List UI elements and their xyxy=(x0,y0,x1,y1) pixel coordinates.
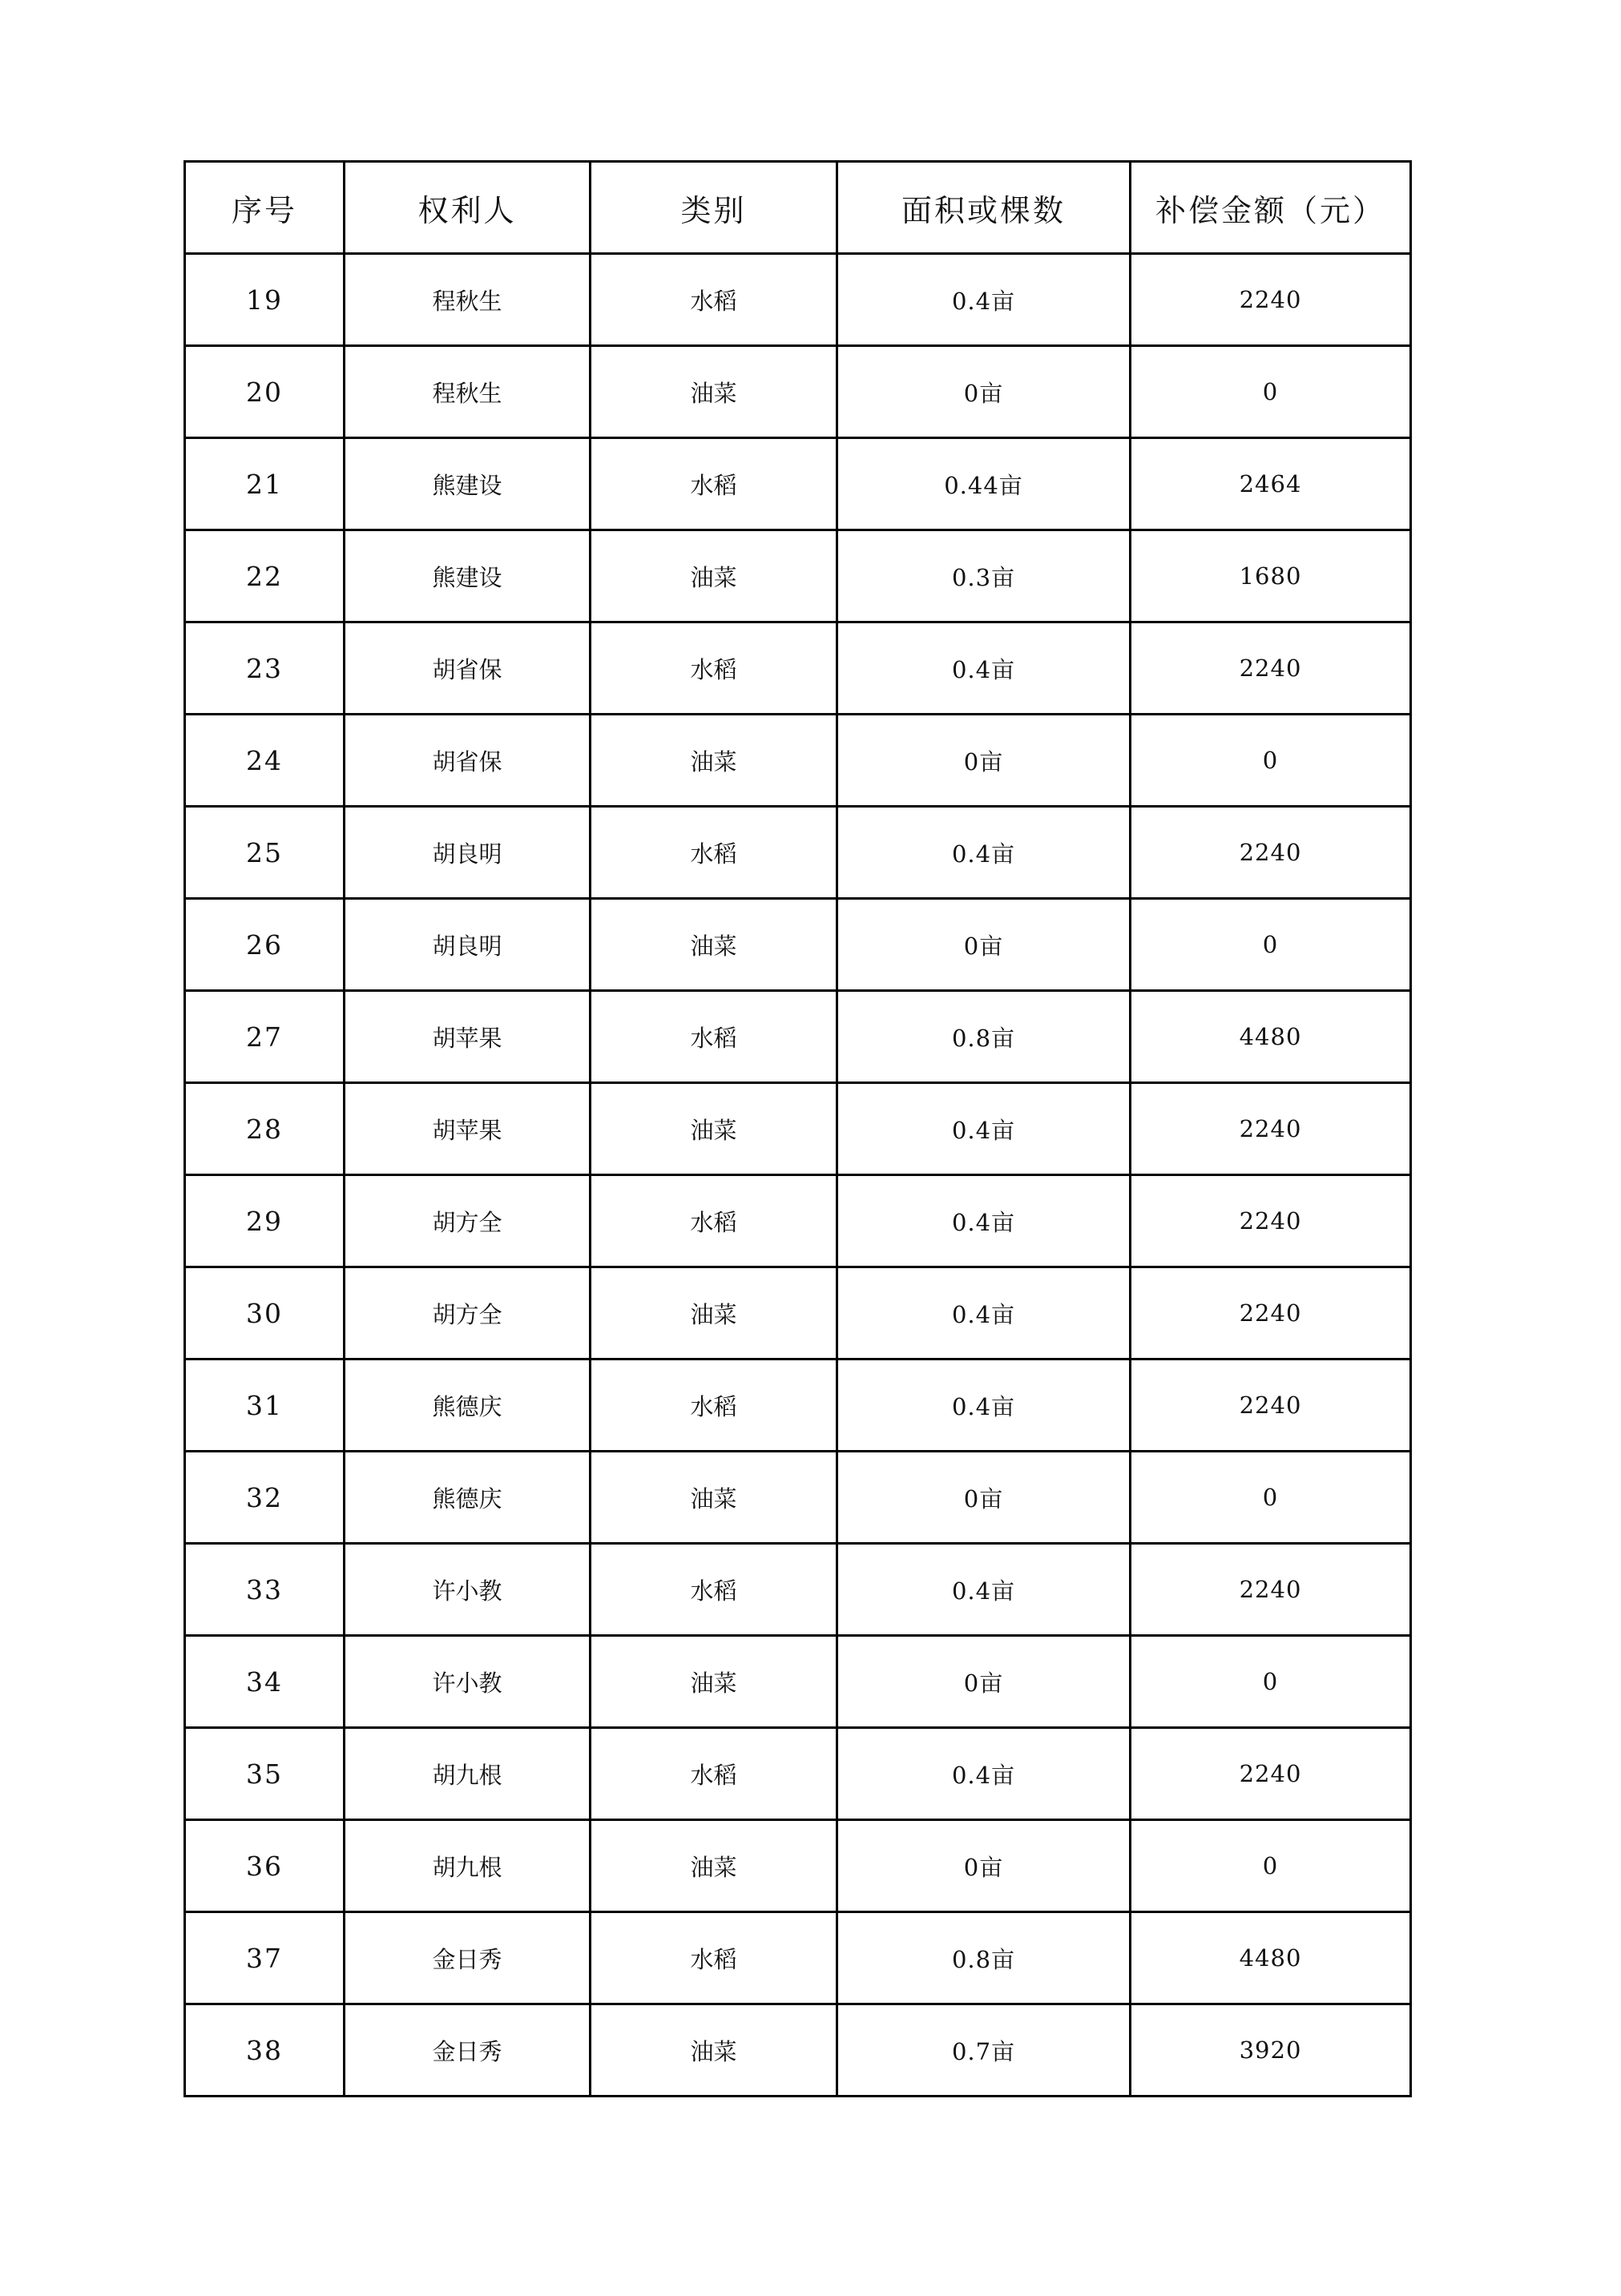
cell-seq: 34 xyxy=(185,1636,345,1728)
cell-category: 水稻 xyxy=(591,1728,837,1820)
cell-category: 水稻 xyxy=(591,991,837,1083)
table-row xyxy=(185,991,1411,1083)
cell-area: 0.7亩 xyxy=(837,2004,1131,2097)
cell-amount: 1680 xyxy=(1131,530,1411,622)
cell-owner: 熊建设 xyxy=(345,530,591,622)
cell-seq: 25 xyxy=(185,807,345,899)
cell-seq: 30 xyxy=(185,1267,345,1359)
cell-seq: 29 xyxy=(185,1175,345,1267)
cell-area: 0.4亩 xyxy=(837,807,1131,899)
cell-area: 0.4亩 xyxy=(837,1267,1131,1359)
cell-amount: 2240 xyxy=(1131,1175,1411,1267)
cell-amount: 0 xyxy=(1131,899,1411,991)
table-row xyxy=(185,1452,1411,1544)
cell-seq: 37 xyxy=(185,1912,345,2004)
cell-amount: 2240 xyxy=(1131,1359,1411,1452)
cell-amount: 4480 xyxy=(1131,991,1411,1083)
cell-seq: 33 xyxy=(185,1544,345,1636)
cell-seq: 26 xyxy=(185,899,345,991)
cell-area: 0.4亩 xyxy=(837,1175,1131,1267)
cell-amount: 0 xyxy=(1131,715,1411,807)
cell-seq: 24 xyxy=(185,715,345,807)
cell-amount: 2464 xyxy=(1131,438,1411,530)
cell-area: 0.4亩 xyxy=(837,1083,1131,1175)
header-row xyxy=(185,162,1411,254)
header-category: 类别 xyxy=(591,162,837,254)
cell-amount: 0 xyxy=(1131,1820,1411,1912)
cell-area: 0亩 xyxy=(837,1452,1131,1544)
cell-seq: 36 xyxy=(185,1820,345,1912)
cell-category: 水稻 xyxy=(591,1544,837,1636)
cell-category: 油菜 xyxy=(591,1636,837,1728)
cell-category: 水稻 xyxy=(591,622,837,715)
cell-owner: 胡方全 xyxy=(345,1175,591,1267)
table-row xyxy=(185,346,1411,438)
table-row xyxy=(185,1636,1411,1728)
header-seq: 序号 xyxy=(185,162,345,254)
cell-area: 0.8亩 xyxy=(837,1912,1131,2004)
table-row xyxy=(185,715,1411,807)
table-row xyxy=(185,1728,1411,1820)
cell-owner: 程秋生 xyxy=(345,254,591,346)
cell-amount: 2240 xyxy=(1131,1267,1411,1359)
cell-category: 油菜 xyxy=(591,1452,837,1544)
cell-owner: 胡省保 xyxy=(345,715,591,807)
cell-category: 油菜 xyxy=(591,715,837,807)
table-row xyxy=(185,1912,1411,2004)
cell-amount: 2240 xyxy=(1131,622,1411,715)
table-header xyxy=(185,162,1411,254)
cell-owner: 金日秀 xyxy=(345,2004,591,2097)
cell-area: 0.4亩 xyxy=(837,1544,1131,1636)
cell-amount: 2240 xyxy=(1131,1083,1411,1175)
cell-category: 油菜 xyxy=(591,530,837,622)
cell-owner: 金日秀 xyxy=(345,1912,591,2004)
table-row xyxy=(185,899,1411,991)
cell-seq: 38 xyxy=(185,2004,345,2097)
cell-area: 0亩 xyxy=(837,346,1131,438)
cell-area: 0亩 xyxy=(837,1820,1131,1912)
table-row xyxy=(185,1544,1411,1636)
cell-seq: 22 xyxy=(185,530,345,622)
cell-owner: 熊德庆 xyxy=(345,1359,591,1452)
cell-area: 0.3亩 xyxy=(837,530,1131,622)
cell-area: 0.44亩 xyxy=(837,438,1131,530)
cell-category: 水稻 xyxy=(591,254,837,346)
cell-amount: 2240 xyxy=(1131,1544,1411,1636)
cell-owner: 胡省保 xyxy=(345,622,591,715)
table-row xyxy=(185,438,1411,530)
table-row xyxy=(185,807,1411,899)
table-row xyxy=(185,1359,1411,1452)
cell-area: 0.4亩 xyxy=(837,1359,1131,1452)
cell-owner: 胡苹果 xyxy=(345,1083,591,1175)
cell-owner: 熊建设 xyxy=(345,438,591,530)
cell-amount: 0 xyxy=(1131,1636,1411,1728)
cell-owner: 许小教 xyxy=(345,1636,591,1728)
cell-area: 0.8亩 xyxy=(837,991,1131,1083)
table-row xyxy=(185,530,1411,622)
cell-seq: 28 xyxy=(185,1083,345,1175)
cell-category: 水稻 xyxy=(591,807,837,899)
cell-category: 油菜 xyxy=(591,346,837,438)
cell-category: 油菜 xyxy=(591,899,837,991)
cell-amount: 4480 xyxy=(1131,1912,1411,2004)
cell-area: 0.4亩 xyxy=(837,1728,1131,1820)
header-area: 面积或棵数 xyxy=(837,162,1131,254)
cell-amount: 3920 xyxy=(1131,2004,1411,2097)
cell-owner: 胡良明 xyxy=(345,807,591,899)
cell-owner: 胡苹果 xyxy=(345,991,591,1083)
cell-amount: 0 xyxy=(1131,1452,1411,1544)
cell-category: 油菜 xyxy=(591,1267,837,1359)
cell-seq: 32 xyxy=(185,1452,345,1544)
table-row xyxy=(185,1820,1411,1912)
table-row xyxy=(185,1175,1411,1267)
cell-area: 0亩 xyxy=(837,899,1131,991)
cell-owner: 胡方全 xyxy=(345,1267,591,1359)
cell-area: 0亩 xyxy=(837,1636,1131,1728)
table-row xyxy=(185,1267,1411,1359)
cell-area: 0.4亩 xyxy=(837,254,1131,346)
cell-owner: 熊德庆 xyxy=(345,1452,591,1544)
cell-owner: 胡良明 xyxy=(345,899,591,991)
header-amount: 补偿金额（元） xyxy=(1131,162,1411,254)
cell-seq: 23 xyxy=(185,622,345,715)
cell-category: 油菜 xyxy=(591,1083,837,1175)
cell-seq: 35 xyxy=(185,1728,345,1820)
cell-category: 水稻 xyxy=(591,438,837,530)
cell-amount: 2240 xyxy=(1131,1728,1411,1820)
cell-owner: 许小教 xyxy=(345,1544,591,1636)
cell-area: 0.4亩 xyxy=(837,622,1131,715)
cell-area: 0亩 xyxy=(837,715,1131,807)
table-row xyxy=(185,2004,1411,2097)
cell-category: 水稻 xyxy=(591,1359,837,1452)
cell-category: 水稻 xyxy=(591,1175,837,1267)
compensation-table xyxy=(183,160,1412,2097)
cell-seq: 19 xyxy=(185,254,345,346)
table-body xyxy=(185,254,1411,2097)
table-row xyxy=(185,622,1411,715)
cell-seq: 27 xyxy=(185,991,345,1083)
table-row xyxy=(185,254,1411,346)
table-row xyxy=(185,1083,1411,1175)
cell-owner: 程秋生 xyxy=(345,346,591,438)
cell-amount: 0 xyxy=(1131,346,1411,438)
cell-category: 油菜 xyxy=(591,2004,837,2097)
cell-amount: 2240 xyxy=(1131,254,1411,346)
cell-category: 油菜 xyxy=(591,1820,837,1912)
cell-owner: 胡九根 xyxy=(345,1820,591,1912)
cell-seq: 20 xyxy=(185,346,345,438)
cell-category: 水稻 xyxy=(591,1912,837,2004)
header-owner: 权利人 xyxy=(345,162,591,254)
cell-seq: 21 xyxy=(185,438,345,530)
cell-owner: 胡九根 xyxy=(345,1728,591,1820)
cell-amount: 2240 xyxy=(1131,807,1411,899)
cell-seq: 31 xyxy=(185,1359,345,1452)
